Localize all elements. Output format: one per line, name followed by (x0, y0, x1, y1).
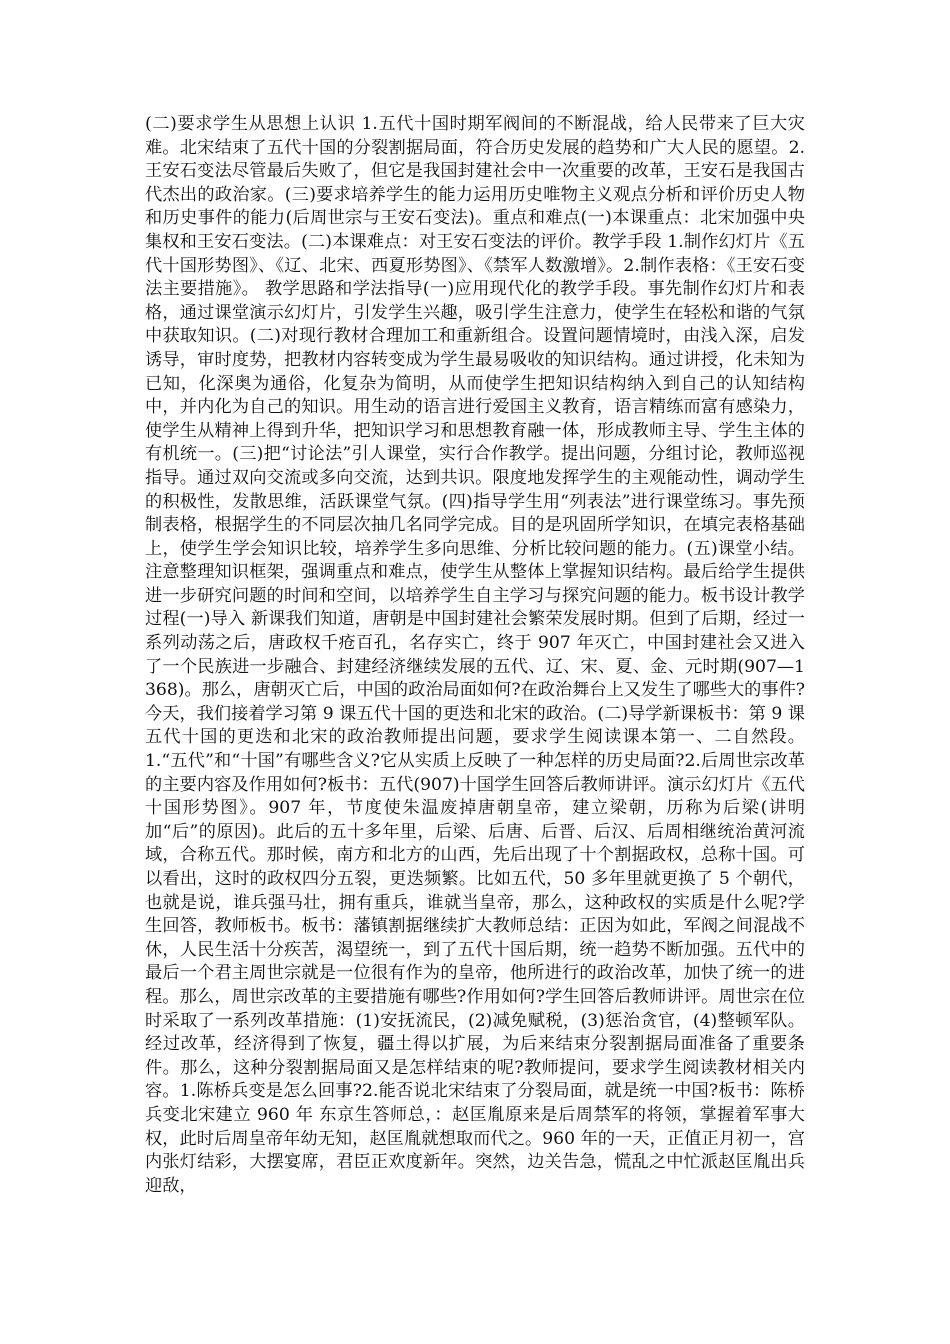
body-paragraph: (二)要求学生从思想上认识 1.五代十国时期军阀间的不断混战，给人民带来了巨大灾难。北宋结束了五代十国的分裂割据局面，符合历史发展的趋势和广大人民的愿望。2.王安石变法尽管最后失败了，但它是我国封建社会中一次重要的改革，王安石是我国古代杰出的政治家。(三)要求培养学生的能力运用历史唯物主义观点分析和评价历史人物和历史事件的能力(后周世宗与王安石变法)。重点和难点(一)本课重点：北宋加强中央集权和王安石变法。(二)本课难点：对王安石变法的评价。教学手段 1.制作幻灯片《五代十国形势图》、《辽、北宋、西夏形势图》、《禁军人数激增》。2.制作表格：《王安石变法主要措施》。 教学思路和学法指导(一)应用现代化的教学手段。事先制作幻灯片和表格，通过课堂演示幻灯片，引发学生兴趣，吸引学生注意力，使学生在轻松和谐的气氛中获取知识。(二)对现行教材合理加工和重新组合。设置问题情境时，由浅入深，启发诱导，审时度势，把教材内容转变成为学生最易吸收的知识结构。通过讲授，化未知为已知，化深奥为通俗，化复杂为简明，从而使学生把知识结构纳入到自己的认知结构中，并内化为自己的知识。用生动的语言进行爱国主义教育，语言精练而富有感染力，使学生从精神上得到升华，把知识学习和思想教育融一体，形成教师主导、学生主体的有机统一。(三)把“讨论法”引人课堂，实行合作教学。提出问题，分组讨论，教师巡视指导。通过双向交流或多向交流，达到共识。限度地发挥学生的主观能动性，调动学生的积极性，发散思维，活跃课堂气氛。(四)指导学生用“列表法”进行课堂练习。事先预制表格，根据学生的不同层次抽几名同学完成。目的是巩固所学知识，在填完表格基础上，使学生学会知识比较，培养学生多向思维、分析比较问题的能力。(五)课堂小结。注意整理知识框架，强调重点和难点，使学生从整体上掌握知识结构。最后给学生提供进一步研究问题的时间和空间，以培养学生自主学习与探究问题的能力。板书设计教学过程(一)导入 新课我们知道，唐朝是中国封建社会繁荣发展时期。但到了后期，经过一系列动荡之后，唐政权千疮百孔，名存实亡，终于 907 年灭亡，中国封建社会又进入了一个民族进一步融合、封建经济继续发展的五代、辽、宋、夏、金、元时期(907—1368)。那么，唐朝灭亡后，中国的政治局面如何?在政治舞台上又发生了哪些大的事件?今天，我们接着学习第 9 课五代十国的更迭和北宋的政治。(二)导学新课板书：第 9 课 五代十国的更迭和北宋的政治教师提出问题，要求学生阅读课本第一、二自然段。1.“五代”和“十国”有哪些含义?它从实质上反映了一种怎样的历史局面?2.后周世宗改革的主要内容及作用如何?板书：五代(907)十国学生回答后教师讲评。演示幻灯片《五代十国形势图》。907 年，节度使朱温废掉唐朝皇帝，建立梁朝，历称为后梁(讲明加“后”的原因)。此后的五十多年里，后梁、后唐、后晋、后汉、后周相继统治黄河流域，合称五代。那时候，南方和北方的山西，先后出现了十个割据政权，总称十国。可以看出，这时的政权四分五裂，更迭频繁。比如五代，50 多年里就更换了 5 个朝代，也就是说，谁兵强马壮，拥有重兵，谁就当皇帝，那么，这种政权的实质是什么呢?学生回答，教师板书。板书：藩镇割据继续扩大教师总结：正因为如此，军阀之间混战不休，人民生活十分疾苦，渴望统一，到了五代十国后期，统一趋势不断加强。五代中的最后一个君主周世宗就是一位很有作为的皇帝，他所进行的政治改革，加快了统一的进程。那么，周世宗改革的主要措施有哪些?作用如何?学生回答后教师讲评。周世宗在位时采取了一系列改革措施：(1)安抚流民，(2)减免赋税，(3)惩治贪官，(4)整顿军队。经过改革，经济得到了恢复，疆土得以扩展，为后来结束分裂割据局面准备了重要条件。那么，这种分裂割据局面又是怎样结束的呢?教师提问，要求学生阅读教材相关内容。1.陈桥兵变是怎么回事?2.能否说北宋结束了分裂局面，就是统一中国?板书：陈桥兵变北宋建立 960 年 东京生答师总，：赵匡胤原来是后周禁军的将领，掌握着军事大权，此时后周皇帝年幼无知，赵匡胤就想取而代之。960 年的一天，正值正月初一，宫内张灯结彩，大摆宴席，君臣正欢度新年。突然，边关告急，慌乱之中忙派赵匡胤出兵迎敌， (145, 114, 805, 1196)
